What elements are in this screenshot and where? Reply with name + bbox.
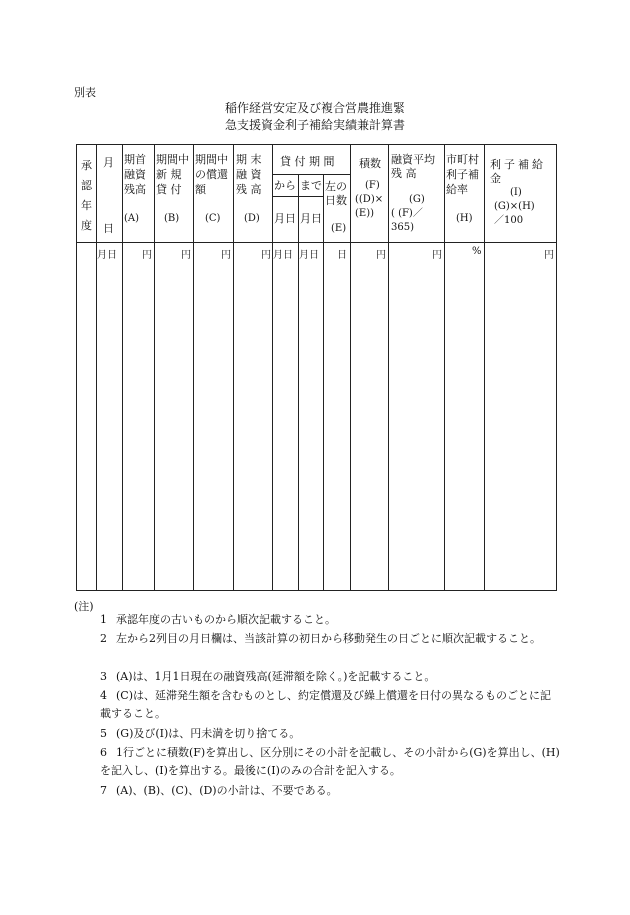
note-item: 7 (A)、(B)、(C)、(D)の小計は、不要である。 — [100, 784, 338, 797]
unit-month-day: 月日 — [97, 250, 117, 261]
unit-yen-f: 円 — [376, 250, 386, 261]
unit-to-month-day: 月日 — [299, 250, 319, 261]
header-col-g: 融資平均 残 高 (G) ( (F)／ 365) — [391, 153, 435, 233]
note-item: 1 承認年度の古いものから順次記載すること。 — [100, 613, 336, 626]
header-col-h: 市町村 利子補 給率 (H) — [446, 153, 479, 224]
header-from: から — [274, 179, 296, 192]
unit-days: 日 — [337, 250, 347, 261]
header-month: 月 — [103, 156, 114, 169]
header-col-i: 利子補給 金 (I) (G)×(H) ／100 — [490, 158, 546, 226]
header-col-d: 期 末 融 資 残 高 (D) — [236, 153, 262, 224]
note-item: 4 (C)は、延滞発生額を含むものとし、約定償還及び繰上償還を日付の異なるものごとに記載すること。 — [100, 689, 551, 720]
header-col-a: 期首 融資 残高 (A) — [124, 153, 146, 224]
header-to: まで — [300, 179, 322, 192]
note-item: 3 (A)は、1月1日現在の融資残高(延滞額を除く。)を記載すること。 — [100, 670, 436, 683]
sheet-label: 別表 — [74, 86, 96, 99]
unit-yen-b: 円 — [181, 250, 191, 261]
header-to-month-day: 月日 — [300, 212, 322, 225]
note-item: 6 1行ごとに積数(F)を算出し、区分別にその小計を記載し、その小計から(G)を算出し、(H)を記入し、(I)を算出する。最後に(I)のみの合計を記入する。 — [100, 746, 560, 777]
header-col-f: 積数 (F) ((D)× (E)) — [355, 157, 384, 219]
unit-yen-i: 円 — [544, 250, 554, 261]
notes-heading: (注) — [74, 600, 94, 613]
header-day: 日 — [103, 222, 114, 235]
header-loan-period: 貸 付 期 間 — [280, 155, 335, 168]
unit-percent-h: % — [472, 246, 482, 257]
document-title-line-1: 稲作経営安定及び複合営農推進緊 — [224, 101, 405, 115]
header-col-b: 期間中 新 規 貸 付 (B) — [156, 153, 189, 224]
header-col-c: 期間中 の償還 額 (C) — [195, 153, 228, 224]
unit-yen-a: 円 — [142, 250, 152, 261]
header-days: 左の 日数 (E) — [325, 180, 347, 234]
header-from-month-day: 月日 — [274, 212, 296, 225]
document-title-line-2: 急支援資金利子補給実績兼計算書 — [224, 118, 405, 132]
unit-yen-g: 円 — [432, 250, 442, 261]
unit-from-month-day: 月日 — [273, 250, 293, 261]
note-item: 5 (G)及び(I)は、円未満を切り捨てる。 — [100, 727, 301, 740]
unit-yen-c: 円 — [221, 250, 231, 261]
unit-yen-d: 円 — [261, 250, 271, 261]
header-approval-year: 承 認 年 度 — [81, 159, 92, 232]
note-item: 2 左から2列目の月日欄は、当該計算の初日から移動発生の日ごとに順次記載すること。 — [100, 632, 541, 645]
